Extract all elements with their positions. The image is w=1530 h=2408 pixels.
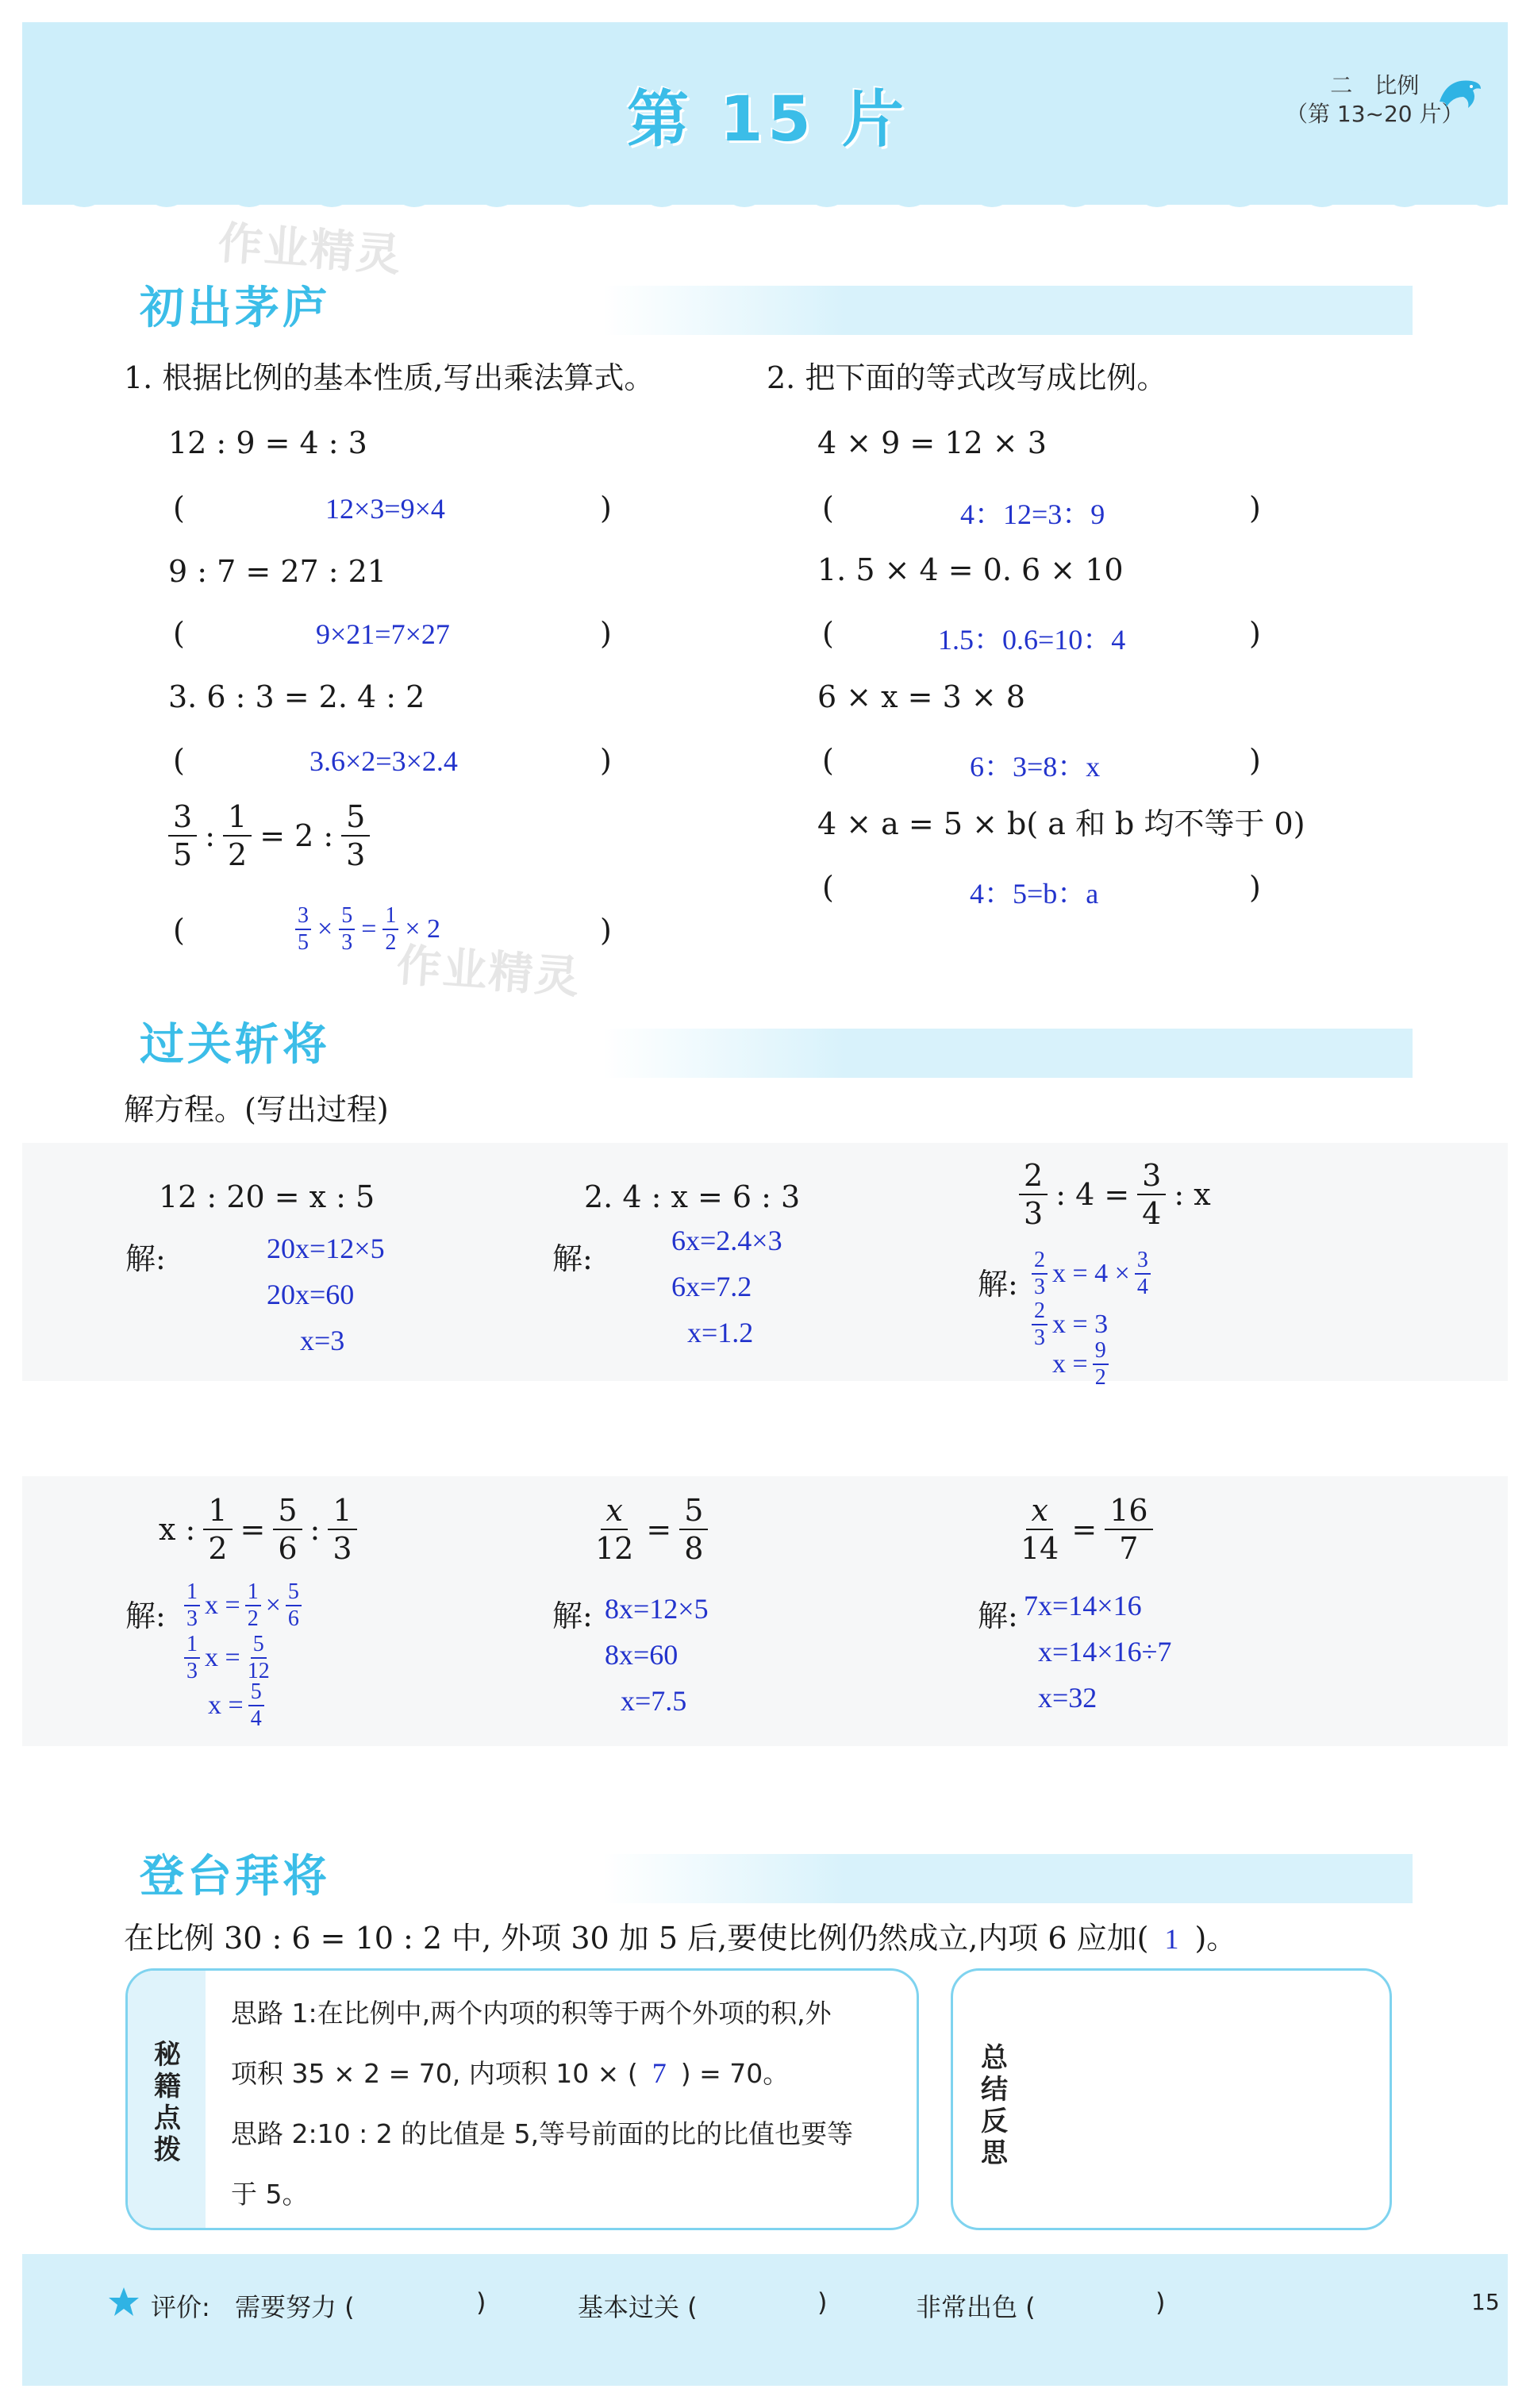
- fraction: $\frac{1}{2}$: [223, 802, 252, 870]
- fraction: $\frac{16}{7}$: [1105, 1495, 1152, 1564]
- fraction: $\frac{1}{3}$: [184, 1633, 200, 1683]
- p5-step-1: 8x=12×5: [605, 1593, 709, 1625]
- q1-equation-2: 9 : 7 = 27 : 21: [168, 554, 386, 589]
- reflection-label: 总结反思: [981, 2042, 1008, 2169]
- p5-step-2: 8x=60: [605, 1639, 679, 1671]
- page-number: 15: [1471, 2289, 1500, 2315]
- p3-step-1: $\frac{2}{3}$ x = 4 × $\frac{3}{4}$: [1032, 1249, 1151, 1298]
- q2-equation-2: 1. 5 × 4 = 0. 6 × 10: [817, 552, 1124, 587]
- eval-close: ): [1155, 2287, 1166, 2318]
- q2-equation-4: 4 × a = 5 × b( a 和 b 均不等于 0): [817, 806, 1305, 841]
- paren-close: ): [600, 616, 612, 651]
- p4-step-1: $\frac{1}{3}$ x = $\frac{1}{2}$ × $\frac{5}{6}$: [184, 1581, 302, 1630]
- page-title: 第 15 片: [627, 84, 909, 156]
- paren-open: (: [822, 870, 834, 905]
- equation-p1: 12 : 20 = x : 5: [159, 1179, 375, 1214]
- eval-close: ): [476, 2287, 486, 2318]
- solve-label: 解:: [125, 1598, 166, 1633]
- q1-equation-1: 12 : 9 = 4 : 3: [168, 425, 367, 460]
- eval-option-3: 非常出色 (: [916, 2292, 1036, 2322]
- eval-option-2: 基本过关 (: [578, 2292, 698, 2322]
- paren-open: (: [822, 616, 834, 651]
- q2-equation-1: 4 × 9 = 12 × 3: [817, 425, 1047, 460]
- fraction: $\frac{1}{3}$: [328, 1495, 356, 1564]
- q1-answer-2: 9×21=7×27: [316, 618, 450, 650]
- section-band: [603, 1854, 1413, 1903]
- fraction: $\frac{3}{4}$: [1137, 1160, 1166, 1229]
- chapter-range: （第 13~20 片）: [1286, 101, 1464, 127]
- section3-answer: 1: [1164, 1923, 1179, 1955]
- section-title-3: 登台拜将: [140, 1851, 330, 1902]
- fraction: $\frac{1}{3}$: [184, 1581, 200, 1630]
- paren-open: (: [173, 743, 185, 778]
- paren-close: ): [600, 743, 612, 778]
- q2-answer-4: 4：5=b：a: [970, 878, 1099, 910]
- q2-answer-3: 6：3=8：x: [970, 751, 1101, 783]
- q2-answer-1: 4：12=3：9: [960, 498, 1105, 530]
- solve-label: 解:: [552, 1598, 593, 1633]
- eval-option-1: 需要努力 (: [235, 2292, 355, 2322]
- paren-open: (: [822, 490, 834, 525]
- equation-p4: x : $\frac{1}{2}$ = $\frac{5}{6}$ : $\frac{1}{3}$: [159, 1495, 357, 1564]
- section-band: [603, 1029, 1413, 1078]
- paren-close: ): [1249, 743, 1261, 778]
- fraction: $\frac{5}{3}$: [341, 802, 370, 870]
- p2-step-3: x=1.2: [687, 1317, 754, 1348]
- fraction: $\frac{2}{3}$: [1019, 1160, 1048, 1229]
- paren-close: ): [1249, 490, 1261, 525]
- q1-answer-1: 12×3=9×4: [325, 493, 445, 525]
- paren-close: ): [1249, 616, 1261, 651]
- solve-label: 解:: [978, 1267, 1018, 1302]
- solve-label: 解:: [125, 1241, 166, 1276]
- tip-line-1: 思路 1:在比例中,两个内项的积等于两个外项的积,外: [231, 1998, 832, 2029]
- fraction: $\frac{5}{6}$: [286, 1581, 302, 1630]
- q2-equation-3: 6 × x = 3 × 8: [817, 679, 1025, 714]
- watermark: 作业精灵: [394, 939, 582, 1005]
- fraction: $\frac{3}{5}$: [168, 802, 197, 870]
- fraction: $\frac{x}{12}$: [595, 1493, 634, 1566]
- tip-label: 秘籍点拨: [154, 2039, 181, 2166]
- watermark: 作业精灵: [216, 217, 404, 283]
- p2-step-2: 6x=7.2: [671, 1271, 752, 1302]
- section-band: [603, 286, 1413, 335]
- question-1-prompt: 1. 根据比例的基本性质,写出乘法算式。: [124, 360, 655, 395]
- star-icon: [108, 2286, 140, 2318]
- fraction: $\frac{1}{2}$: [382, 905, 398, 954]
- equation-p2: 2. 4 : x = 6 : 3: [584, 1179, 801, 1214]
- fraction: $\frac{1}{2}$: [203, 1495, 232, 1564]
- p6-step-1: 7x=14×16: [1024, 1590, 1142, 1621]
- p1-step-1: 20x=12×5: [267, 1233, 385, 1264]
- p4-step-3: x = $\frac{5}{4}$: [208, 1681, 264, 1730]
- p3-step-2: $\frac{2}{3}$ x = 3: [1032, 1300, 1108, 1349]
- paren-open: (: [822, 743, 834, 778]
- question-2-prompt: 2. 把下面的等式改写成比例。: [767, 360, 1167, 395]
- fraction: $\frac{5}{12}$: [247, 1632, 270, 1683]
- p3-step-3: x = $\frac{9}{2}$: [1052, 1340, 1109, 1389]
- p4-step-2: $\frac{1}{3}$ x = $\frac{5}{12}$: [184, 1633, 272, 1683]
- solve-label: 解:: [552, 1241, 593, 1276]
- equation-p5: $\frac{x}{12}$ = $\frac{5}{8}$: [590, 1495, 708, 1564]
- fraction: $\frac{1}{2}$: [245, 1581, 261, 1630]
- q1-answer-4: $\frac{3}{5}$ × $\frac{5}{3}$ = $\frac{1}{2}$ × 2: [295, 905, 440, 954]
- section-title-2: 过关斩将: [140, 1019, 330, 1071]
- tip-line-3: 思路 2:10 : 2 的比值是 5,等号前面的比的比值也要等: [231, 2118, 854, 2149]
- paren-close: ): [1249, 870, 1261, 905]
- fraction: $\frac{3}{4}$: [1135, 1249, 1151, 1298]
- dolphin-icon: [1436, 73, 1484, 117]
- eval-label: 评价:: [151, 2292, 210, 2322]
- section2-prompt: 解方程。(写出过程): [124, 1092, 389, 1127]
- paren-open: (: [173, 616, 185, 651]
- fraction: $\frac{2}{3}$: [1032, 1249, 1048, 1298]
- section3-question: 在比例 30 : 6 = 10 : 2 中, 外项 30 加 5 后,要使比例仍然成立,内项 6 应加( 1 )。: [124, 1921, 1237, 1956]
- tip-line-2: 项积 35 × 2 = 70, 内项积 10 × ( 7 ) = 70。: [231, 2057, 790, 2089]
- p5-step-3: x=7.5: [621, 1685, 687, 1717]
- paren-close: ): [600, 490, 612, 525]
- fraction: $\frac{3}{5}$: [295, 905, 311, 954]
- q1-answer-3: 3.6×2=3×2.4: [309, 745, 458, 777]
- fraction: $\frac{5}{4}$: [248, 1681, 264, 1730]
- p6-step-2: x=14×16÷7: [1038, 1636, 1172, 1668]
- paren-open: (: [173, 490, 185, 525]
- p2-step-1: 6x=2.4×3: [671, 1225, 782, 1256]
- fraction: $\frac{5}{8}$: [679, 1495, 708, 1564]
- p6-step-3: x=32: [1038, 1682, 1098, 1714]
- q2-answer-2: 1.5：0.6=10：4: [938, 624, 1126, 656]
- tip-line-4: 于 5。: [231, 2179, 309, 2210]
- fraction: $\frac{9}{2}$: [1093, 1340, 1109, 1389]
- solve-label: 解:: [978, 1598, 1018, 1633]
- p1-step-3: x=3: [300, 1325, 345, 1356]
- fraction: $\frac{2}{3}$: [1032, 1300, 1048, 1349]
- tip-box: [125, 1968, 919, 2230]
- fraction: $\frac{x}{14}$: [1021, 1493, 1059, 1566]
- paren-open: (: [173, 913, 185, 948]
- p1-step-2: 20x=60: [267, 1279, 355, 1310]
- fraction: $\frac{5}{3}$: [339, 905, 355, 954]
- tip-answer: 7: [652, 2057, 667, 2089]
- equation-p3: $\frac{2}{3}$ : 4 = $\frac{3}{4}$ : x: [1019, 1160, 1211, 1229]
- equation-p6: $\frac{x}{14}$ = $\frac{16}{7}$: [1016, 1495, 1153, 1564]
- reflection-box: [951, 1968, 1392, 2230]
- section-title-1: 初出茅庐: [140, 283, 330, 334]
- q1-equation-3: 3. 6 : 3 = 2. 4 : 2: [168, 679, 425, 714]
- fraction: $\frac{5}{6}$: [273, 1495, 302, 1564]
- paren-close: ): [600, 913, 612, 948]
- q1-equation-4: $\frac{3}{5}$ : $\frac{1}{2}$ = 2 : $\frac{5}{3}$: [168, 802, 370, 870]
- eval-close: ): [817, 2287, 828, 2318]
- chapter-name: 二 比例: [1330, 72, 1420, 98]
